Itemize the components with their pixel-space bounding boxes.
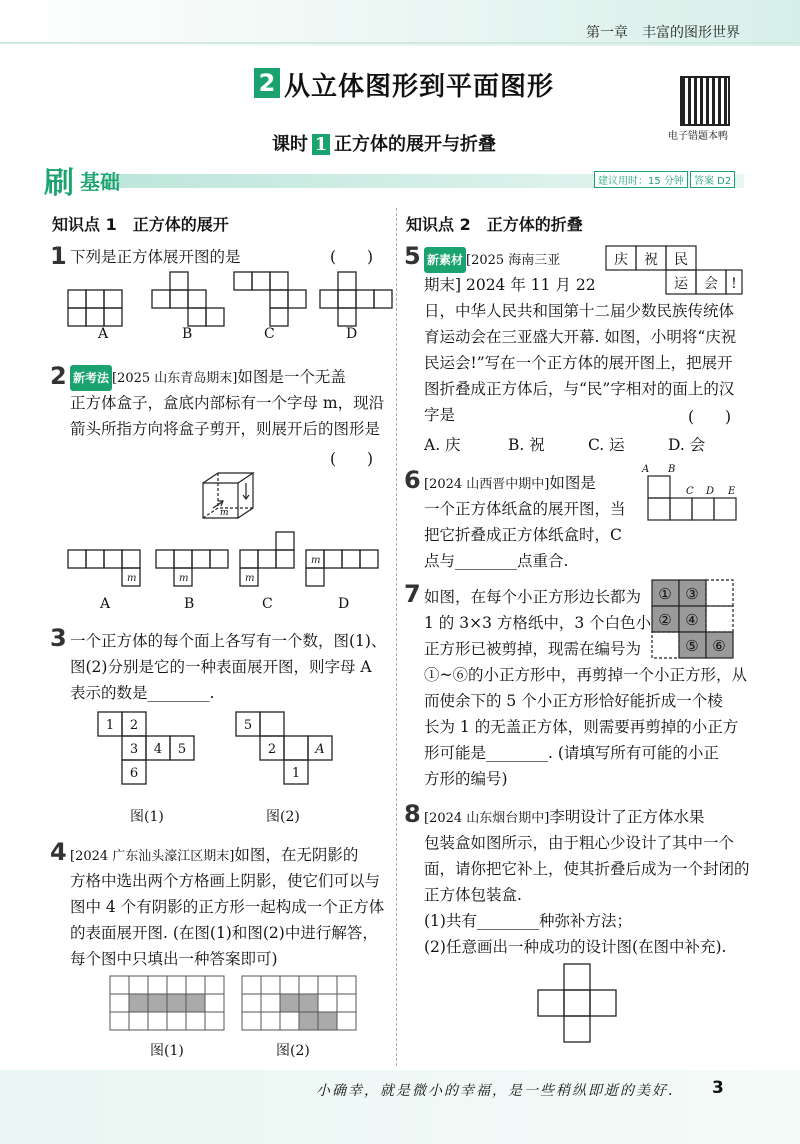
q3-fig1-cell: 3 <box>129 742 139 757</box>
q5-line-2: 期末] 2024 年 11 月 22 <box>424 276 596 294</box>
q6-source: [2024 山西晋中期中] <box>424 477 550 492</box>
q6-net-figure <box>640 462 750 526</box>
q6-point-c: C <box>686 486 694 497</box>
q2-net-c-m: m <box>245 573 255 584</box>
q7-line-6: 长为 1 的无盖正方体，则需要再剪掉的小正方 <box>424 718 739 736</box>
q5-cell: 民 <box>674 252 688 268</box>
q2-box-m: m <box>220 508 229 518</box>
q7-line-3: 正方形已被剪掉，现需在编号为 <box>424 640 642 658</box>
lesson-prefix: 课时 <box>272 134 308 155</box>
q3-fig1-cell: 2 <box>129 718 139 733</box>
qr-code-icon[interactable] <box>680 76 730 126</box>
q4-line-1 <box>70 842 358 870</box>
q2-line-3: 箭头所指方向将盒子剪开，则展开后的图形是 <box>70 420 381 438</box>
section-name: 基础 <box>80 170 120 194</box>
lesson-text: 正方体的展开与折叠 <box>334 134 496 155</box>
q1-label-a: A <box>98 326 109 342</box>
q6-point-e: E <box>728 486 736 497</box>
footer-quote: 小确幸，就是微小的幸福，是一些稍纵即逝的美好. <box>316 1083 675 1099</box>
page-number: 3 <box>712 1078 724 1098</box>
q2-net-b-m: m <box>179 573 189 584</box>
q3-fig1-cell: 1 <box>105 718 115 733</box>
q4-number: 4 <box>50 838 67 866</box>
knowledge-point-2: 知识点 2 正方体的折叠 <box>406 215 583 234</box>
section-mark: 刷 <box>44 166 74 201</box>
q4-line-5: 每个图中只填出一种答案即可) <box>70 950 278 968</box>
q2-line-2: 正方体盒子，盒底内部标有一个字母 m，现沿 <box>70 394 385 412</box>
q3-line-3: 表示的数是________. <box>70 684 215 702</box>
q3-fig1-cell: 5 <box>177 742 187 757</box>
q3-fig2-cell: 2 <box>267 742 277 757</box>
q2-paren: ( ) <box>330 450 374 468</box>
q5-source: [2025 海南三亚 <box>466 253 561 268</box>
q5-cell: 祝 <box>644 252 658 268</box>
q8-line-2: 包装盒如图所示，由于粗心少设计了其中一个 <box>424 834 735 852</box>
q8-text-1: 李明设计了正方体水果 <box>549 808 705 826</box>
q8-line-6: (2)任意画出一种成功的设计图(在图中补充). <box>424 938 727 956</box>
header-divider <box>0 42 800 44</box>
chapter-title: 第一章 丰富的图形世界 <box>586 25 740 41</box>
q7-line-1: 如图，在每个小正方形边长都为 <box>424 588 642 606</box>
q7-cell: ③ <box>685 585 699 603</box>
q2-line-1 <box>70 364 346 392</box>
q5-option-b: B. 祝 <box>508 436 545 454</box>
q4-fig2-label: 图(2) <box>276 1043 310 1059</box>
q5-cell: 庆 <box>614 252 628 268</box>
q1-label-d: D <box>346 326 358 342</box>
q6-text-1: 如图是 <box>549 474 596 492</box>
q2-number: 2 <box>50 362 67 390</box>
q6-line-4: 点与________点重合. <box>424 552 569 570</box>
q7-cell: ⑤ <box>685 637 699 655</box>
q2-box-figure <box>198 468 268 528</box>
q4-line-3: 图中 4 个有阴影的正方形一起构成一个正方体 <box>70 898 385 916</box>
knowledge-point-1: 知识点 1 正方体的展开 <box>52 215 229 234</box>
q2-label-d: D <box>338 596 350 612</box>
q5-option-d: D. 会 <box>668 436 706 454</box>
q6-line-2: 一个正方体纸盒的展开图，当 <box>424 500 626 518</box>
q7-line-4: ①~⑥的小正方形中，再剪掉一个小正方形，从 <box>424 666 747 684</box>
q1-text: 下列是正方体展开图的是 <box>70 248 241 266</box>
q7-cell: ⑥ <box>712 637 726 655</box>
q6-number: 6 <box>404 466 421 494</box>
q3-fig1-cell: 4 <box>153 742 163 757</box>
q7-line-7: 形可能是________. (请填写所有可能的小正 <box>424 744 719 762</box>
q5-line-1 <box>424 246 560 274</box>
q1-label-b: B <box>182 326 193 342</box>
q3-fig1-label: 图(1) <box>130 809 164 825</box>
q8-line-4: 正方体包装盒. <box>424 886 522 904</box>
q5-cell: 会 <box>704 276 718 292</box>
q5-line-4: 育运动会在三亚盛大开幕. 如图，小明将“庆祝 <box>424 328 737 346</box>
page-title: 从立体图形到平面图形 <box>284 72 555 102</box>
q5-option-c: C. 运 <box>588 436 625 454</box>
q5-number: 5 <box>404 242 421 270</box>
q3-figures <box>96 710 346 800</box>
q3-fig2-cell: 5 <box>243 718 253 733</box>
q3-fig2-cell: 1 <box>291 766 301 781</box>
q8-net-figure[interactable] <box>538 962 648 1052</box>
q2-source: [2025 山东青岛期末] <box>112 371 238 386</box>
q5-line-5: 民运会!”写在一个正方体的展开图上，把展开 <box>424 354 733 372</box>
q6-line-3: 把它折叠成正方体纸盒时，C <box>424 526 622 544</box>
q5-option-a: A. 庆 <box>424 436 461 454</box>
q6-point-b: B <box>668 464 676 475</box>
q4-line-4: 的表面展开图. (在图(1)和图(2)中进行解答， <box>70 924 378 942</box>
q6-line-1 <box>424 470 596 498</box>
q4-fig1-label: 图(1) <box>150 1043 184 1059</box>
q5-paren: ( ) <box>688 408 732 426</box>
q5-line-6: 图折叠成正方体后，与“民”字相对的面上的汉 <box>424 380 735 398</box>
q2-tag: 新考法 <box>70 365 112 391</box>
q4-source: [2024 广东汕头濠江区期末] <box>70 849 235 864</box>
q2-net-a-m: m <box>127 573 137 584</box>
answer-badge: 答案 D2 <box>690 171 735 188</box>
q5-cell: 运 <box>674 276 688 292</box>
q4-line-2: 方格中选出两个方格画上阴影，使它们可以与 <box>70 872 381 890</box>
q1-number: 1 <box>50 242 67 270</box>
q5-line-3: 日，中华人民共和国第十二届少数民族传统体 <box>424 302 735 320</box>
q2-net-d-m: m <box>311 555 321 566</box>
q7-line-5: 而使余下的 5 个小正方形恰好能折成一个棱 <box>424 692 723 710</box>
q8-line-3: 面，请你把它补上，使其折叠后成为一个封闭的 <box>424 860 750 878</box>
lesson-number: 1 <box>312 134 330 155</box>
q3-number: 3 <box>50 624 67 652</box>
q4-grids[interactable] <box>108 974 368 1034</box>
suggested-time-badge: 建议用时：15 分钟 <box>594 171 688 188</box>
q7-grid-figure <box>650 578 740 660</box>
q8-source: [2024 山东烟台期中] <box>424 811 550 826</box>
q3-fig2-cell: A <box>315 742 325 757</box>
q2-nets-figure <box>66 546 396 596</box>
q7-cell: ① <box>658 585 672 603</box>
q2-text-1: 如图是一个无盖 <box>237 368 346 386</box>
q1-paren: ( ) <box>330 248 374 266</box>
lesson-title <box>272 130 496 156</box>
q6-point-a: A <box>642 464 650 475</box>
q2-label-c: C <box>262 596 273 612</box>
q6-point-d: D <box>706 486 715 497</box>
q3-line-1: 一个正方体的每个面上各写有一个数，图(1)、 <box>70 632 387 650</box>
q2-label-b: B <box>184 596 195 612</box>
q5-line-7: 字是 <box>424 406 456 424</box>
q2-label-a: A <box>100 596 111 612</box>
q4-text-1: 如图，在无阴影的 <box>234 846 359 864</box>
q8-number: 8 <box>404 800 421 828</box>
q7-line-2: 1 的 3×3 方格纸中，3 个白色小 <box>424 614 652 632</box>
q3-fig2-label: 图(2) <box>266 809 300 825</box>
q5-net-figure <box>604 244 744 300</box>
q7-number: 7 <box>404 580 421 608</box>
qr-label: 电子错题本鸭 <box>668 131 728 142</box>
q3-line-2: 图(2)分别是它的一种表面展开图，则字母 A <box>70 658 372 676</box>
q8-line-1 <box>424 804 704 832</box>
q7-cell: ④ <box>685 611 699 629</box>
q3-fig1-cell: 6 <box>129 766 139 781</box>
q1-nets-figure <box>60 270 390 340</box>
q7-line-8: 方形的编号) <box>424 770 508 788</box>
section-number: 2 <box>254 68 280 98</box>
q5-cell: ! <box>731 276 737 292</box>
q5-tag: 新素材 <box>424 247 466 273</box>
q8-line-5: (1)共有________种弥补方法； <box>424 912 632 930</box>
q7-cell: ② <box>658 611 672 629</box>
q1-label-c: C <box>264 326 275 342</box>
column-divider <box>396 208 398 1066</box>
